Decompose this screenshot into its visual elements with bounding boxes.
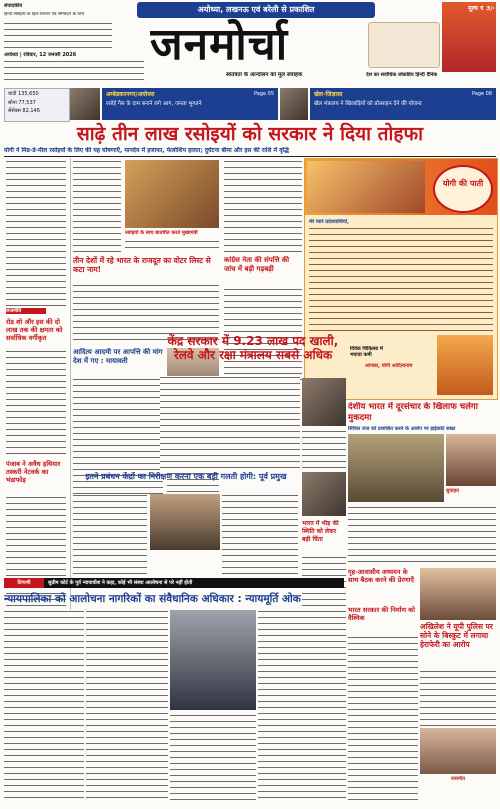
cm-photo xyxy=(125,160,219,228)
market-row: सोना 77,537 xyxy=(8,100,36,106)
teaser-thumb xyxy=(70,88,100,120)
market-row: चांदी 135,650 xyxy=(8,91,39,97)
judge-photo xyxy=(446,434,496,486)
ad-salutation: मेरे प्यारे प्रदेशवासियों, xyxy=(309,219,350,225)
yogi-portrait xyxy=(437,335,493,395)
left-note: हिन्दी साहित्य के हित-चिन्तन एवं सम्पादन के लिए xyxy=(4,12,85,17)
court-photo xyxy=(348,434,444,502)
story-headline: इतने प्रबंधन केंद्रों का निरीक्षण करना एक बड़ी गलती होगी: पूर्व प्रमुख xyxy=(85,472,287,481)
ad-title: योगी की पाती xyxy=(442,179,484,188)
market-box xyxy=(4,88,70,122)
teaser-page: Page 08 xyxy=(471,91,492,97)
leader-photo xyxy=(420,568,496,620)
divider xyxy=(4,156,496,157)
ad-signoff: आपका, योगी आदित्यनाथ xyxy=(365,363,413,369)
photo-caption: सुवाहत xyxy=(446,488,459,494)
ad-title-badge xyxy=(433,165,493,213)
left-headline: पंजाब ने अवैध हथियार तस्करी नेटवर्क का भंडाफोड़ xyxy=(6,460,61,484)
right-headline: भारत सरकार की निर्माण को वैश्विक xyxy=(348,606,415,622)
story-headline: आदित्य आदमी पर आपत्ति की मांग देश में गए : मायावती xyxy=(73,348,163,365)
teaser-1[interactable] xyxy=(102,88,278,120)
tagline-banner xyxy=(137,2,375,18)
brand-logo xyxy=(368,22,440,68)
ceremony-photo xyxy=(307,161,425,213)
speaker-photo xyxy=(150,494,220,550)
bottom-strip xyxy=(4,578,344,588)
price-tag: मूल्य ₹ 3/- xyxy=(468,6,496,12)
justice-photo xyxy=(170,610,256,710)
top-left-tag: संपादकीय xyxy=(4,3,23,9)
meeting-photo xyxy=(302,472,346,516)
teaser-label: अम्बेडकरनगर/अयोध्या xyxy=(106,91,155,98)
center-subhead: विवेक चिकित्सा में भयावा कमी xyxy=(350,346,383,358)
teaser-page: Page 05 xyxy=(253,91,274,97)
left-tag: राजनीति xyxy=(6,308,46,314)
masthead-tagline: अयोध्या, लखनऊ एवं बरेली से प्रकाशित xyxy=(197,5,315,14)
teaser-label: खेल-जिज्ञासा xyxy=(314,91,343,98)
strip-tag: टिप्पणी xyxy=(4,578,44,588)
right-headline: गृह-आवासीय अध्ययन के साथ बैठक करने की प्रेरणाएँ xyxy=(348,568,415,584)
photo-caption: रजानीत xyxy=(451,776,465,782)
edition-line: अयोध्या | रविवार, 12 जनवरी 2026 xyxy=(4,52,77,58)
teaser-text: खेल मंत्रालय ने खिलाड़ियों को प्रोत्साहन देने की योजना xyxy=(314,101,422,107)
bulletin-headline: भारत में भीड़ की स्थिति को लेकर बढ़ी चिंता xyxy=(302,520,339,543)
story-headline: तीन देशों में रहे भारत के राजदूत का वोटर लिस्ट से कटा नाम! xyxy=(73,256,211,274)
center-headline: केंद्र सरकार में 9.23 लाख पद खाली, रेलवे और रक्षा मंत्रालय सबसे अधिक xyxy=(167,334,339,362)
bottom-headline: न्यायपालिका को आलोचना नागरिकों का संवैधानिक अधिकार : न्यायमूर्ति ओक xyxy=(4,593,301,605)
teaser-text: रसोई गैस के दाम बनाने लगे आग, जनता भुगतने xyxy=(106,101,202,107)
right-headline: देशीय भारत में दूरसंचार के खिलाफ चलेगा मुकदमा xyxy=(348,402,478,423)
akhilesh-photo xyxy=(420,728,496,774)
left-headline: रोड शो और इस की दो लाख तक की क्षमता को सर्वाधिक वर्गीकृत xyxy=(6,318,63,342)
masthead xyxy=(0,0,500,86)
right-headline: अखिलेश ने यूपी पुलिस पर सोने के बिस्कुट में लगाया हेराफेरी का आरोप xyxy=(420,622,493,649)
right-brand: देश का सर्वाधिक लोकप्रिय हिन्दी दैनिक xyxy=(366,72,438,78)
teaser-thumb xyxy=(280,88,308,120)
right-subhead: सिविल जज को प्रशासित करने के आरोप पर हाईकोर्ट सख्त xyxy=(348,426,456,432)
masthead-title: जनमोर्चा xyxy=(150,19,289,70)
lead-subhead: योगी ने मिड-डे-मील रसोइयों के लिए की यह घोषणाएँ, मानदेय में इजाफा, फेलोशिप हालत; दुर्घटना बीमा और इस की राशि में वृद्धि xyxy=(4,147,289,154)
teaser-2[interactable] xyxy=(310,88,496,120)
sports-photo xyxy=(442,2,496,72)
market-row: सेंसेक्स 82,146 xyxy=(8,108,40,114)
story-headline: कांग्रेस नेता की संपत्ति की जांच में बड़ी गड़बड़ी xyxy=(224,256,290,273)
photo-caption: रसोइयों के साथ बातचीत करते मुख्यमंत्री xyxy=(125,230,198,236)
lead-headline: साढ़े तीन लाख रसोइयों को सरकार ने दिया तोहफा xyxy=(76,123,424,145)
official-photo xyxy=(302,378,346,426)
masthead-slogan: स्वतंत्रता के आन्दोलन का मूल संवाहक xyxy=(226,72,303,78)
strip-text: सुप्रीम कोर्ट के पूर्व न्यायाधीश ने कहा, कोई भी संस्था आलोचना से परे नहीं होती xyxy=(48,580,193,586)
